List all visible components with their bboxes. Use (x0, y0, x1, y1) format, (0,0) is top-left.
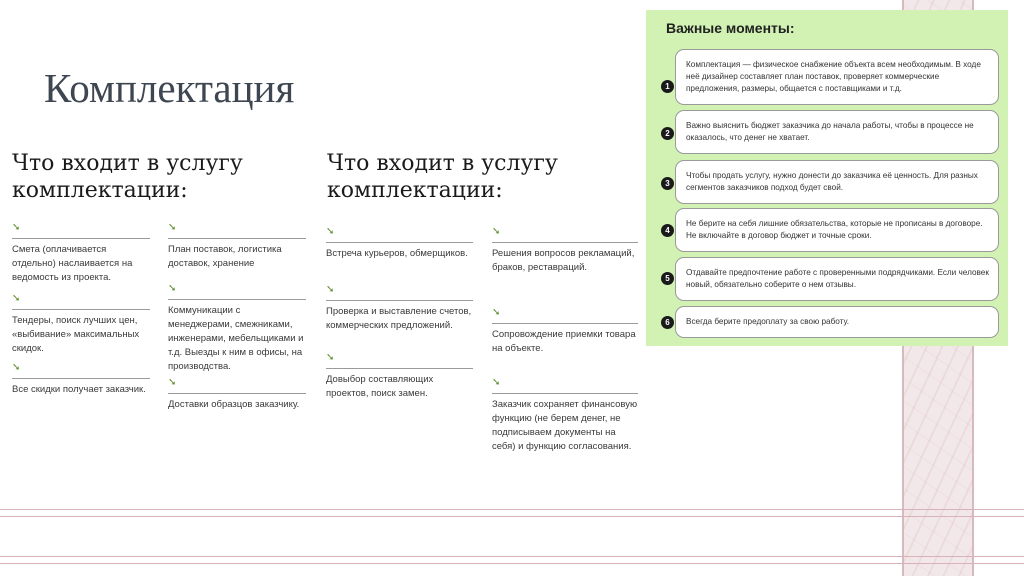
list-item: ➘ Коммуникации с менеджерами, смежниками, инженерами, мебельщиками и т.д. Выезды к ним в офисы, на производства. (168, 283, 306, 374)
list-item: ➘ Решения вопросов рекламаций, браков, реставраций. (492, 226, 638, 275)
list-item: ➘ Довыбор составляющих проектов, поиск замен. (326, 352, 473, 401)
arrow-down-right-icon: ➘ (168, 283, 177, 294)
number-badge: 3 (661, 177, 674, 190)
number-badge: 2 (661, 127, 674, 140)
slide-title: Комплектация (44, 65, 295, 111)
point-card: Всегда берите предоплату за свою работу. (675, 306, 999, 338)
number-badge: 4 (661, 224, 674, 237)
list-item: ➘ Доставки образцов заказчику. (168, 377, 306, 412)
list-item: ➘ Все скидки получает заказчик. (12, 362, 150, 397)
point-card: Важно выяснить бюджет заказчика до начала работы, чтобы в процессе не оказалось, что денег не хватает. (675, 110, 999, 154)
point-card: Отдавайте предпочтение работе с проверенными подрядчиками. Если человек новый, обязательно соберите о нем отзывы. (675, 257, 999, 301)
number-badge: 6 (661, 316, 674, 329)
point-card: Не берите на себя лишние обязательства, которые не прописаны в договоре. Не включайте в договор бюджет и точные сроки. (675, 208, 999, 252)
list-item: ➘ Заказчик сохраняет финансовую функцию (не берем денег, не подписываем документы на себя) и функцию согласования. (492, 377, 638, 452)
arrow-down-right-icon: ➘ (326, 284, 335, 295)
decorative-line (0, 509, 1024, 510)
column-heading-left: Что входит в услугу комплектации: (12, 151, 243, 203)
list-item: ➘ Встреча курьеров, обмерщиков. (326, 226, 473, 261)
arrow-down-right-icon: ➘ (492, 377, 501, 388)
arrow-down-right-icon: ➘ (12, 362, 21, 373)
arrow-down-right-icon: ➘ (326, 352, 335, 363)
arrow-down-right-icon: ➘ (12, 222, 21, 233)
decorative-line (0, 516, 1024, 517)
arrow-down-right-icon: ➘ (326, 226, 335, 237)
arrow-down-right-icon: ➘ (492, 226, 501, 237)
list-item: ➘ Проверка и выставление счетов, коммерческих предложений. (326, 284, 472, 331)
list-item: ➘ Тендеры, поиск лучших цен, «выбивание» максимальных скидок. (12, 293, 150, 356)
point-card: Чтобы продать услугу, нужно донести до заказчика её ценность. Для разных сегментов заказчиков подход будет свой. (675, 160, 999, 204)
point-card: Комплектация — физическое снабжение объекта всем необходимым. В ходе неё дизайнер составляет план поставок, проверяет коммерческие предложения, размеры, общается с поставщиками и т.д. (675, 49, 999, 105)
decorative-line (0, 556, 1024, 557)
list-item: ➘ Смета (оплачивается отдельно) наслаивается на ведомость из проекта. (12, 222, 150, 285)
decorative-line (0, 563, 1024, 564)
arrow-down-right-icon: ➘ (492, 307, 501, 318)
arrow-down-right-icon: ➘ (168, 377, 177, 388)
list-item: ➘ План поставок, логистика доставок, хранение (168, 222, 306, 271)
panel-title: Важные моменты: (666, 20, 795, 36)
number-badge: 5 (661, 272, 674, 285)
arrow-down-right-icon: ➘ (12, 293, 21, 304)
arrow-down-right-icon: ➘ (168, 222, 177, 233)
number-badge: 1 (661, 80, 674, 93)
column-heading-right: Что входит в услугу комплектации: (327, 151, 558, 203)
list-item: ➘ Сопровождение приемки товара на объекте. (492, 307, 638, 356)
important-points-panel (646, 10, 1008, 346)
